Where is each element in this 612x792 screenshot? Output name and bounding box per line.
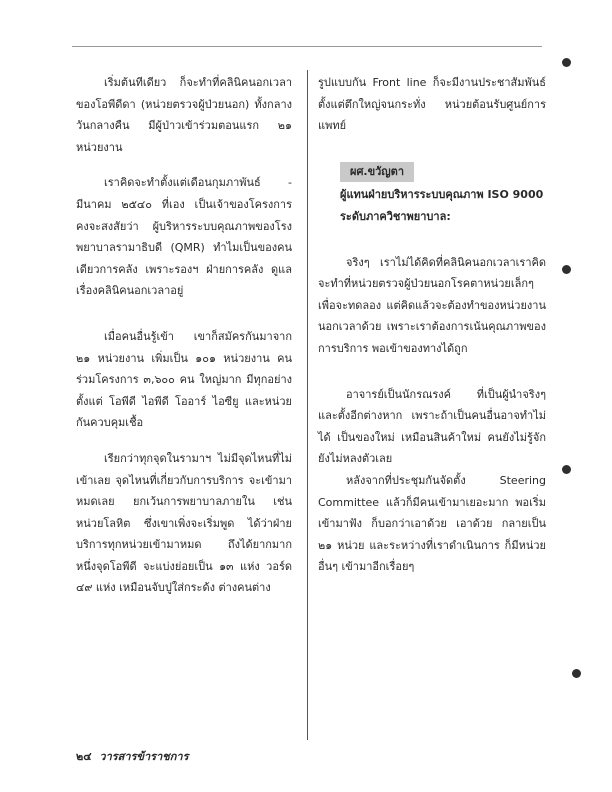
right-column — [318, 72, 546, 578]
left-column — [76, 72, 292, 599]
right-paragraph-2: อาจารย์เป็นนักรณรงค์ ที่เป็นผู้นำจริงๆ และตั้งอีกต่างหาก เพราะถ้าเป็นคนอื่นอาจทำไม่ได้ เป็นของใหม่ เหมือนสินค้าใหม่ คนยังไม่รู้จัก ยังไม่หลงตัวเลย — [318, 387, 546, 466]
page-footer — [76, 747, 188, 765]
speaker-name-box: ผศ.ขวัญตา — [340, 162, 414, 182]
left-paragraph-2: เราคิดจะทำตั้งแต่เดือนกุมภาพันธ์ - มีนาคม ๒๕๔๐ ที่เอง เป็นเจ้าของโครงการคงจะสงสัยว่า ผู้บริหารระบบคุณภาพของโรงพยาบาลรามาธิบดี (QMR) ทำไมเป็นของคนเดียวการคลัง เพราะรองฯ ฝ่ายการคลัง ดูแลเรื่องคลินิคนอกเวลาอยู่ — [76, 176, 292, 298]
punch-hole-lower — [562, 465, 571, 474]
right-paragraph-1: จริงๆ เราไม่ได้คิดที่คลินิคนอกเวลาเราคิดจะทำที่หน่วยตรวจผู้ป่วยนอกโรคตาหน่วยเล็กๆ เพื่อจะทดลอง แต่คิดแล้วจะต้องทำของหน่วยงานนอกเวลาด้วย เพราะเราต้องการเน้นคุณภาพของการบริการ พอเข้าของทางได้ถูก — [318, 255, 546, 355]
punch-hole-top — [562, 58, 571, 67]
left-paragraph-3: เมื่อคนอื่นรู้เข้า เขาก็สมัครกันมาจาก ๒๑ หน่วยงาน เพิ่มเป็น ๑๐๑ หน่วยงาน คนร่วมโครงการ ๓,๖๐๐ คน ใหญ่มาก มีทุกอย่าง ตั้งแต่ โอพีดี ไอพีดี โออาร์ ไอซียู และหน่วยกันควบคุมเชื้อ — [76, 329, 292, 430]
column-divider — [307, 70, 308, 740]
right-continuation: รูปแบบกัน Front line ก็จะมีงานประชาสัมพันธ์ ตั้งแต่ตึกใหญ่จนกระทั่ง หน่วยต้อนรับศูนย์การแพทย์ — [318, 76, 546, 133]
page-number: ๒๔ — [76, 750, 92, 763]
punch-hole-bottom — [572, 669, 581, 678]
top-rule — [72, 46, 542, 47]
right-paragraph-3: หลังจากที่ประชุมกันจัดตั้ง Steering Committee แล้วก็มีคนเข้ามาเยอะมาก พอเริ่มเข้ามาฟัง ก็บอกว่าเอาด้วย เอาด้วย กลายเป็น ๒๑ หน่วย และระหว่างที่เราดำเนินการ ก็มีหน่วยอื่นๆ เข้ามาอีกเรื่อยๆ — [318, 473, 546, 574]
left-paragraph-4: เรียกว่าทุกจุดในรามาฯ ไม่มีจุดไหนที่ไม่เข้าเลย จุดไหนที่เกี่ยวกับการบริการ จะเข้ามาหมดเลย ยกเว้นการพยาบาลภายใน เช่น หน่วยโลหิต ซึ่งเขาเพิ่งจะเริ่มพูด ได้ว่าฝ่ายบริการทุกหน่วยเข้ามาหมด ถึงได้ยากมาก หนึ่งจุดโอพีดี จะแบ่งย่อยเป็น ๑๓ แห่ง วอร์ด ๔๙ แห่ง เหมือนจับปูใส่กระด้ง ต่างคนต่าง — [76, 451, 292, 595]
speaker-role: ผู้แทนฝ่ายบริหารระบบคุณภาพ ISO 9000 ระดับภาควิชาพยาบาล: — [340, 188, 544, 223]
punch-hole-middle — [562, 265, 571, 274]
journal-name: วารสารข้าราชการ — [99, 750, 189, 763]
left-paragraph-1: เริ่มต้นทีเดียว ก็จะทำที่คลินิคนอกเวลาของโอพีดีดา (หน่วยตรวจผู้ป่วยนอก) ทั้งกลางวันกลางคืน มีผู้ป่าวเข้าร่วมตอนแรก ๒๑ หน่วยงาน — [76, 76, 292, 154]
